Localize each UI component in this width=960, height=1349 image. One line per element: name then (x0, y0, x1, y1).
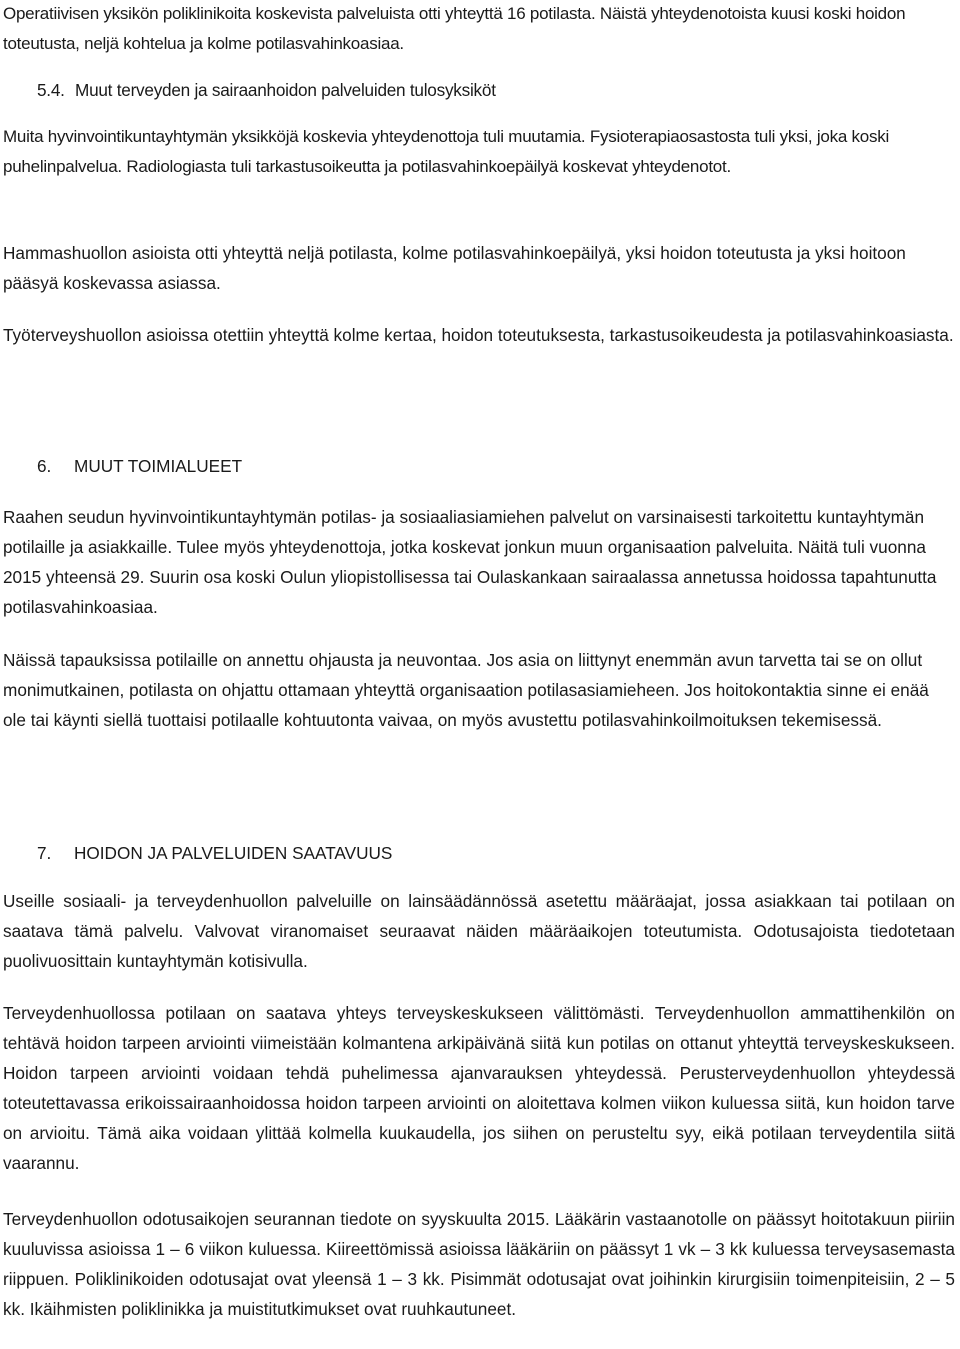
section-5-4-paragraph: Työterveyshuollon asioissa otettiin yhteyttä kolme kertaa, hoidon toteutuksesta, tarkastusoikeudesta ja potilasvahinkoasiasta. (3, 325, 954, 345)
section-5-4-number: 5.4. (37, 80, 65, 100)
section-7-title: HOIDON JA PALVELUIDEN SAATAVUUS (74, 843, 393, 863)
section-6-number: 6. (37, 456, 52, 476)
section-6-title: MUUT TOIMIALUEET (74, 456, 243, 476)
section-7-paragraph: Useille sosiaali- ja terveydenhuollon palveluille on lainsäädännössä asetettu määräajat, jossa asiakkaan tai potilaan on saatava tämä palvelu. Valvovat viranomaiset seuraavat näiden määräaikojen toteutumista. Odotusajoista tiedotetaan puolivuosittain kuntayhtymän kotisivulla. (3, 891, 955, 971)
section-5-4-paragraph: Muita hyvinvointikuntayhtymän yksikköjä koskevia yhteydenottoja tuli muutamia. Fysioterapiaosastosta tuli yksi, joka koski puhelinpalvelua. Radiologiasta tuli tarkastusoikeutta ja potilasvahinkoepäilyä koskevat yhteydenotot. (3, 127, 890, 176)
section-6-paragraph: Näissä tapauksissa potilaille on annettu ohjausta ja neuvontaa. Jos asia on liittynyt enemmän avun tarvetta tai se on ollut monimutkainen, potilasta on ohjattu ottamaan yhteyttä organisaation potilasasiamieheen. Jos hoitokontaktia sinne ei enää ole tai käynti siellä tuottaisi potilaalle kohtuutonta vaivaa, on myös avustettu potilasvahinkoilmoituksen tekemisessä. (3, 650, 929, 730)
section-7-paragraph: Terveydenhuollon odotusaikojen seurannan tiedote on syyskuulta 2015. Lääkärin vastaanotolle on päässyt hoitotakuun piiriin kuuluvissa asioissa 1 – 6 viikon kuluessa. Kiireettömissä asioissa lääkäriin on päässyt 1 vk – 3 kk kuluessa terveysasemasta riippuen. Poliklinikoiden odotusajat ovat yleensä 1 – 3 kk. Pisimmät odotusajat ovat joihinkin kirurgisiin toimenpiteisiin, 2 – 5 kk. Ikäihmisten poliklinikka ja muistitutkimukset ovat ruuhkautuneet. (3, 1209, 955, 1319)
section-7-number: 7. (37, 843, 52, 863)
section-6-heading (37, 451, 243, 481)
section-7-heading (37, 838, 393, 868)
intro-paragraph: Operatiivisen yksikön poliklinikoita koskevista palveluista otti yhteyttä 16 potilasta. Näistä yhteydenotoista kuusi koski hoidon toteutusta, neljä kohtelua ja kolme potilasvahinkoasiaa. (3, 4, 906, 53)
section-6-paragraph: Raahen seudun hyvinvointikuntayhtymän potilas- ja sosiaaliasiamiehen palvelut on varsinaisesti tarkoitettu kuntayhtymän potilaille ja asiakkaille. Tulee myös yhteydenottoja, jotka koskevat jonkun muun organisaation palveluita. Näitä tuli vuonna 2015 yhteensä 29. Suurin osa koski Oulun yliopistollisessa tai Oulaskankaan sairaalassa annetussa hoidossa tapahtunutta potilasvahinkoasiaa. (3, 507, 937, 617)
section-5-4-heading (37, 75, 496, 105)
section-5-4-title: Muut terveyden ja sairaanhoidon palveluiden tulosyksiköt (75, 80, 496, 100)
section-7-paragraph: Terveydenhuollossa potilaan on saatava yhteys terveyskeskukseen välittömästi. Terveydenhuollon ammattihenkilön on tehtävä hoidon tarpeen arviointi viimeistään kolmantena arkipäivänä siitä kun potilas on ottanut yhteyttä terveyskeskukseen. Hoidon tarpeen arviointi voidaan tehdä puhelimessa ajanvarauksen yhteydessä. Perusterveydenhuollon yhteydessä toteutettavassa erikoissairaanhoidossa hoidon tarpeen arviointi on aloitettava kolmen viikon kuluessa siitä, kun hoidon tarve on arvioitu. Tämä aika voidaan ylittää kolmella kuukaudella, jos siihen on perusteltu syy, eikä potilaan terveydentila siitä vaarannu. (3, 1003, 955, 1173)
section-5-4-paragraph: Hammashuollon asioista otti yhteyttä neljä potilasta, kolme potilasvahinkoepäilyä, yksi hoidon toteutusta ja yksi hoitoon pääsyä koskevassa asiassa. (3, 243, 906, 293)
